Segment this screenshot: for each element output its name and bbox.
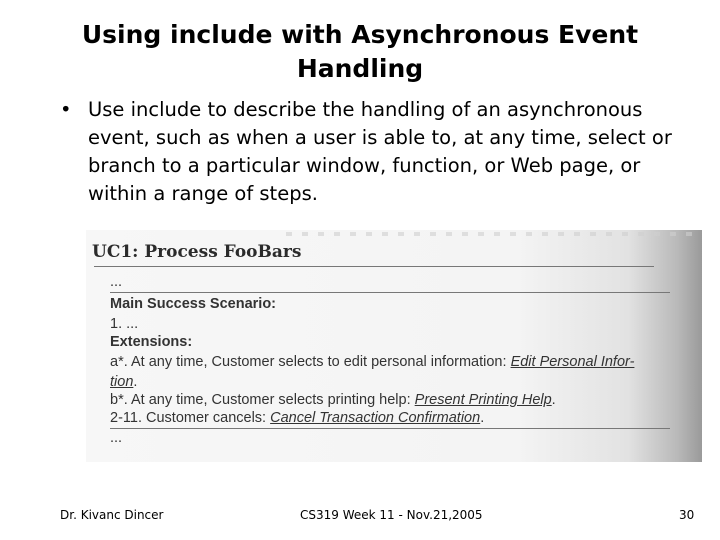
footer-author: Dr. Kivanc Dincer bbox=[60, 508, 164, 522]
main-success-label: Main Success Scenario: bbox=[110, 296, 277, 312]
extension-a-text: a*. At any time, Customer selects to edit personal information: bbox=[110, 354, 511, 370]
step-1: 1. ... bbox=[110, 316, 139, 332]
extension-a bbox=[110, 354, 634, 370]
footer-course: CS319 Week 11 - Nov.21,2005 bbox=[300, 508, 483, 522]
extension-b-end: . bbox=[551, 392, 556, 408]
cancel-transaction-link[interactable]: Cancel Transaction Confirmation bbox=[270, 410, 481, 426]
scan-noise bbox=[286, 232, 696, 236]
rule-2 bbox=[110, 428, 670, 429]
ellipsis-bottom: ... bbox=[110, 430, 123, 446]
extension-c-end: . bbox=[480, 410, 485, 426]
scanned-use-case-image bbox=[86, 230, 702, 462]
bullet-dot-icon: • bbox=[60, 98, 72, 121]
rule-1 bbox=[110, 292, 670, 293]
ellipsis-top: ... bbox=[110, 274, 123, 290]
extension-c bbox=[110, 410, 484, 426]
extensions-label: Extensions: bbox=[110, 334, 193, 350]
extension-b-text: b*. At any time, Customer selects printing help: bbox=[110, 392, 415, 408]
heading-rule bbox=[94, 266, 654, 267]
extension-b bbox=[110, 392, 556, 408]
use-case-heading: UC1: Process FooBars bbox=[92, 242, 302, 262]
footer-page-number: 30 bbox=[679, 508, 695, 522]
edit-personal-info-link[interactable]: Edit Personal Infor- bbox=[510, 354, 635, 370]
present-printing-help-link[interactable]: Present Printing Help bbox=[414, 392, 552, 408]
bullet-item bbox=[60, 96, 680, 208]
title-line-1: Using include with Asynchronous Event bbox=[81, 20, 639, 49]
edit-personal-info-link-cont[interactable]: tion bbox=[110, 374, 134, 390]
title-line-2: Handling bbox=[296, 54, 424, 83]
extension-a-cont bbox=[110, 374, 137, 390]
extension-a-end: . bbox=[133, 374, 138, 390]
extension-c-text: 2-11. Customer cancels: bbox=[110, 410, 271, 426]
bullet-text: Use include to describe the handling of an asynchronous event, such as when a user is able to, at any time, select or branch to a particular window, function, or Web page, or within a range of steps. bbox=[88, 98, 672, 205]
slide-title bbox=[0, 18, 720, 86]
